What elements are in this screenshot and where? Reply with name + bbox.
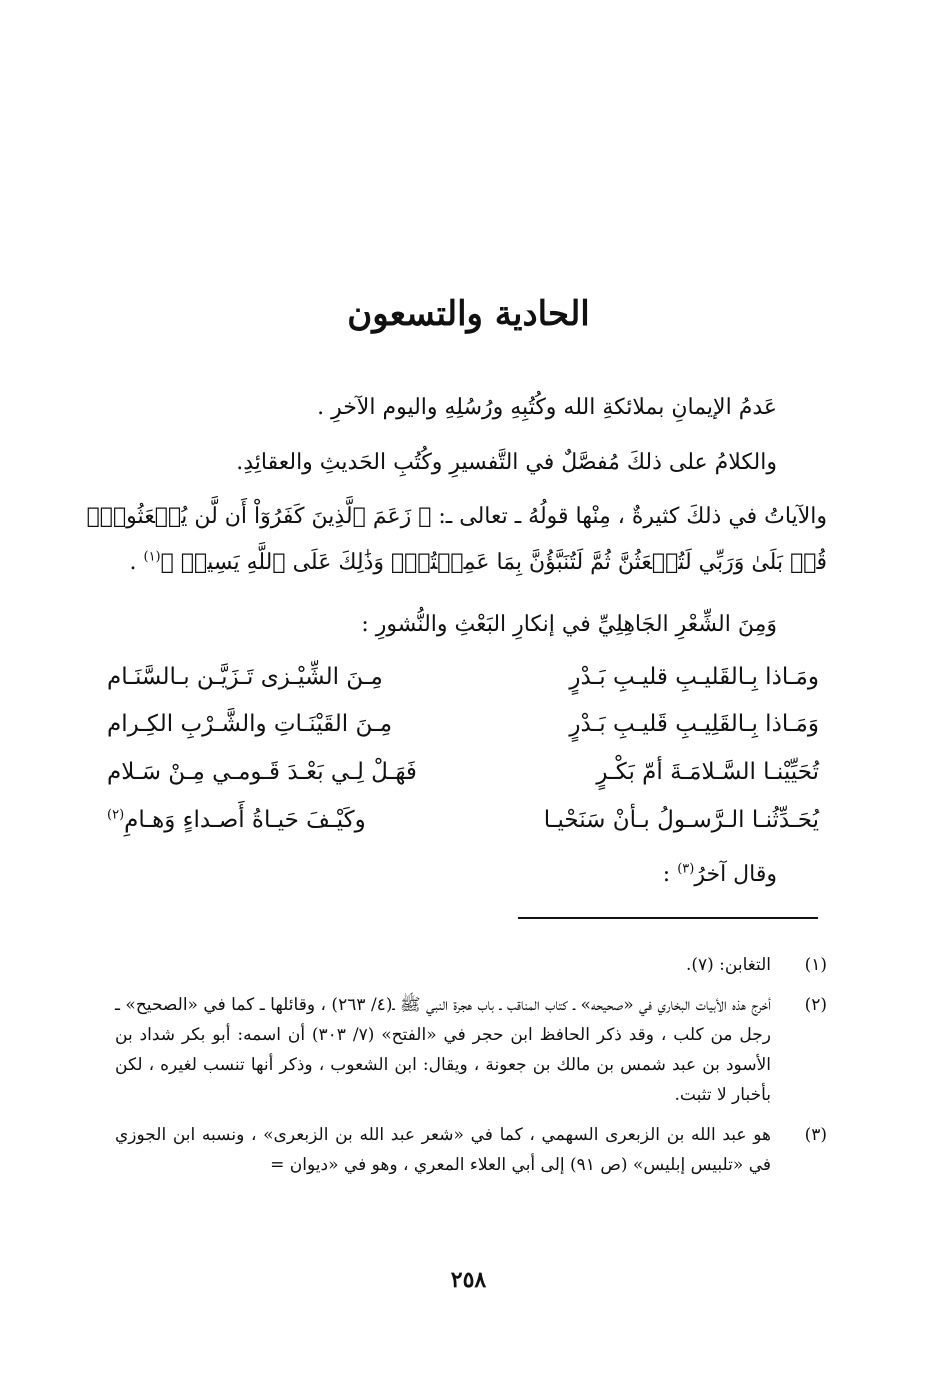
footnote-number: (٣) [804, 1125, 827, 1145]
verse-second-hemistich: فَهَـلْ لِـي بَعْـدَ قَـومـي مِـنْ سَـلام [107, 759, 417, 785]
period: . [129, 550, 137, 575]
verse-second-hemistich: مِـنَ القَيْنَـاتِ والشَّـرْبِ الكِـرام [107, 711, 393, 737]
verse-first-hemistich: وَمَـاذا بِـالقَلِيـبِ قَليـبِ بَـدْرٍ [569, 711, 819, 737]
verse-text: وكَيْـفَ حَيـاةُ أَصـداءٍ وَهـامِ [124, 807, 366, 833]
footnote-ref-1: (١) [143, 549, 161, 565]
poetry-intro: وَمِنَ الشِّعْرِ الجَاهِلِيِّ في إنكارِ البَعْثِ والنُّشورِ : [361, 612, 777, 637]
intro-text: وقال آخرُ [694, 862, 777, 887]
footnote-ref-2: (٢) [107, 807, 125, 823]
verse-second-hemistich: مِـنَ الشِّيْـزى تَـزَيَّـن بـالسَّنَـام [107, 664, 383, 690]
verse-row [107, 800, 819, 840]
verse-row [107, 704, 819, 744]
footnote [115, 950, 827, 980]
quran-verse-text: قُلۡ بَلَىٰ وَرَبِّي لَتُبۡعَثُنَّ ثُمَّ لَتُنَبَّؤُنَّ بِمَا عَمِلۡتُمۡۚ وَذَٰلِكَ عَلَى ٱللَّهِ يَسِيرٞ ﴾ [160, 550, 827, 575]
footnote [115, 990, 827, 1110]
verse-first-hemistich: يُحَـدِّثُنـا الـرَّسـولُ بـأنْ سَنَحْيـا [543, 807, 819, 833]
footnote-separator [518, 917, 818, 919]
chapter-heading: الحادية والتسعون [347, 294, 590, 334]
footnote-text: هو عبد الله بن الزبعرى السهمي ، كما في «شعر عبد الله بن الزبعرى» ، ونسبه ابن الجوزي في «تلبيس إبليس» (ص ٩١) إلى أبي العلاء المعري ، وهو في «ديوان = [115, 1125, 771, 1175]
colon: : [662, 862, 671, 887]
footnote-number: (١) [804, 955, 827, 975]
footnotes [115, 950, 827, 1190]
poetry-intro-2 [117, 858, 777, 892]
footnote-number: (٢) [804, 995, 827, 1015]
footnote-ref-3: (٣) [677, 861, 695, 877]
footnote-text: أخرج هذه الأبيات البخاري في «صحيحه» ـ كتاب المناقب ـ باب هجرة النبي ﷺ ـ(٤/ ٢٦٣) ، وقائلها ـ كما في «الصحيح» ـ رجل من كلب ، وقد ذكر الحافظ ابن حجر في «الفتح» (٧/ ٣٠٣) أن اسمه: أبو بكر شداد بن الأسود بن عبد شمس بن مالك بن جعونة ، ويقال: ابن الشعوب ، وذكر أنها تنسب لغيره ، لكن بأخبار لا تثبت. [115, 995, 772, 1105]
quran-verse-line-1: والآياتُ في ذلكَ كثيرةٌ ، مِنْها قولُهُ ـ تعالى ـ: ﴿ زَعَمَ ٱلَّذِينَ كَفَرُوٓاْ أَن لَّن يُبۡعَثُواْۚ [86, 504, 827, 529]
verse-second-hemistich [107, 800, 457, 840]
paragraph-1: عَدمُ الإيمانِ بملائكةِ الله وكُتُبِهِ ورُسُلِهِ واليوم الآخرِ . [317, 395, 777, 420]
verse-row [107, 657, 819, 697]
verse-first-hemistich: تُحَيِّيْنـا السَّـلامَـةَ أمّ بَكْـرٍ [596, 759, 819, 785]
page-number: ٢٥٨ [450, 1267, 487, 1293]
footnote-text: التغابن: (٧). [685, 955, 771, 975]
verse-first-hemistich: ومَـاذا بِـالقَليـبِ قليـبِ بَـدْرٍ [569, 664, 819, 690]
footnote [115, 1120, 827, 1180]
quran-verse-line-2 [105, 546, 827, 580]
verse-row [107, 752, 819, 792]
paragraph-2: والكلامُ على ذلكَ مُفصَّلٌ في التَّفسيرِ وكُتُبِ الحَديثِ والعقائِدِ. [236, 450, 777, 475]
